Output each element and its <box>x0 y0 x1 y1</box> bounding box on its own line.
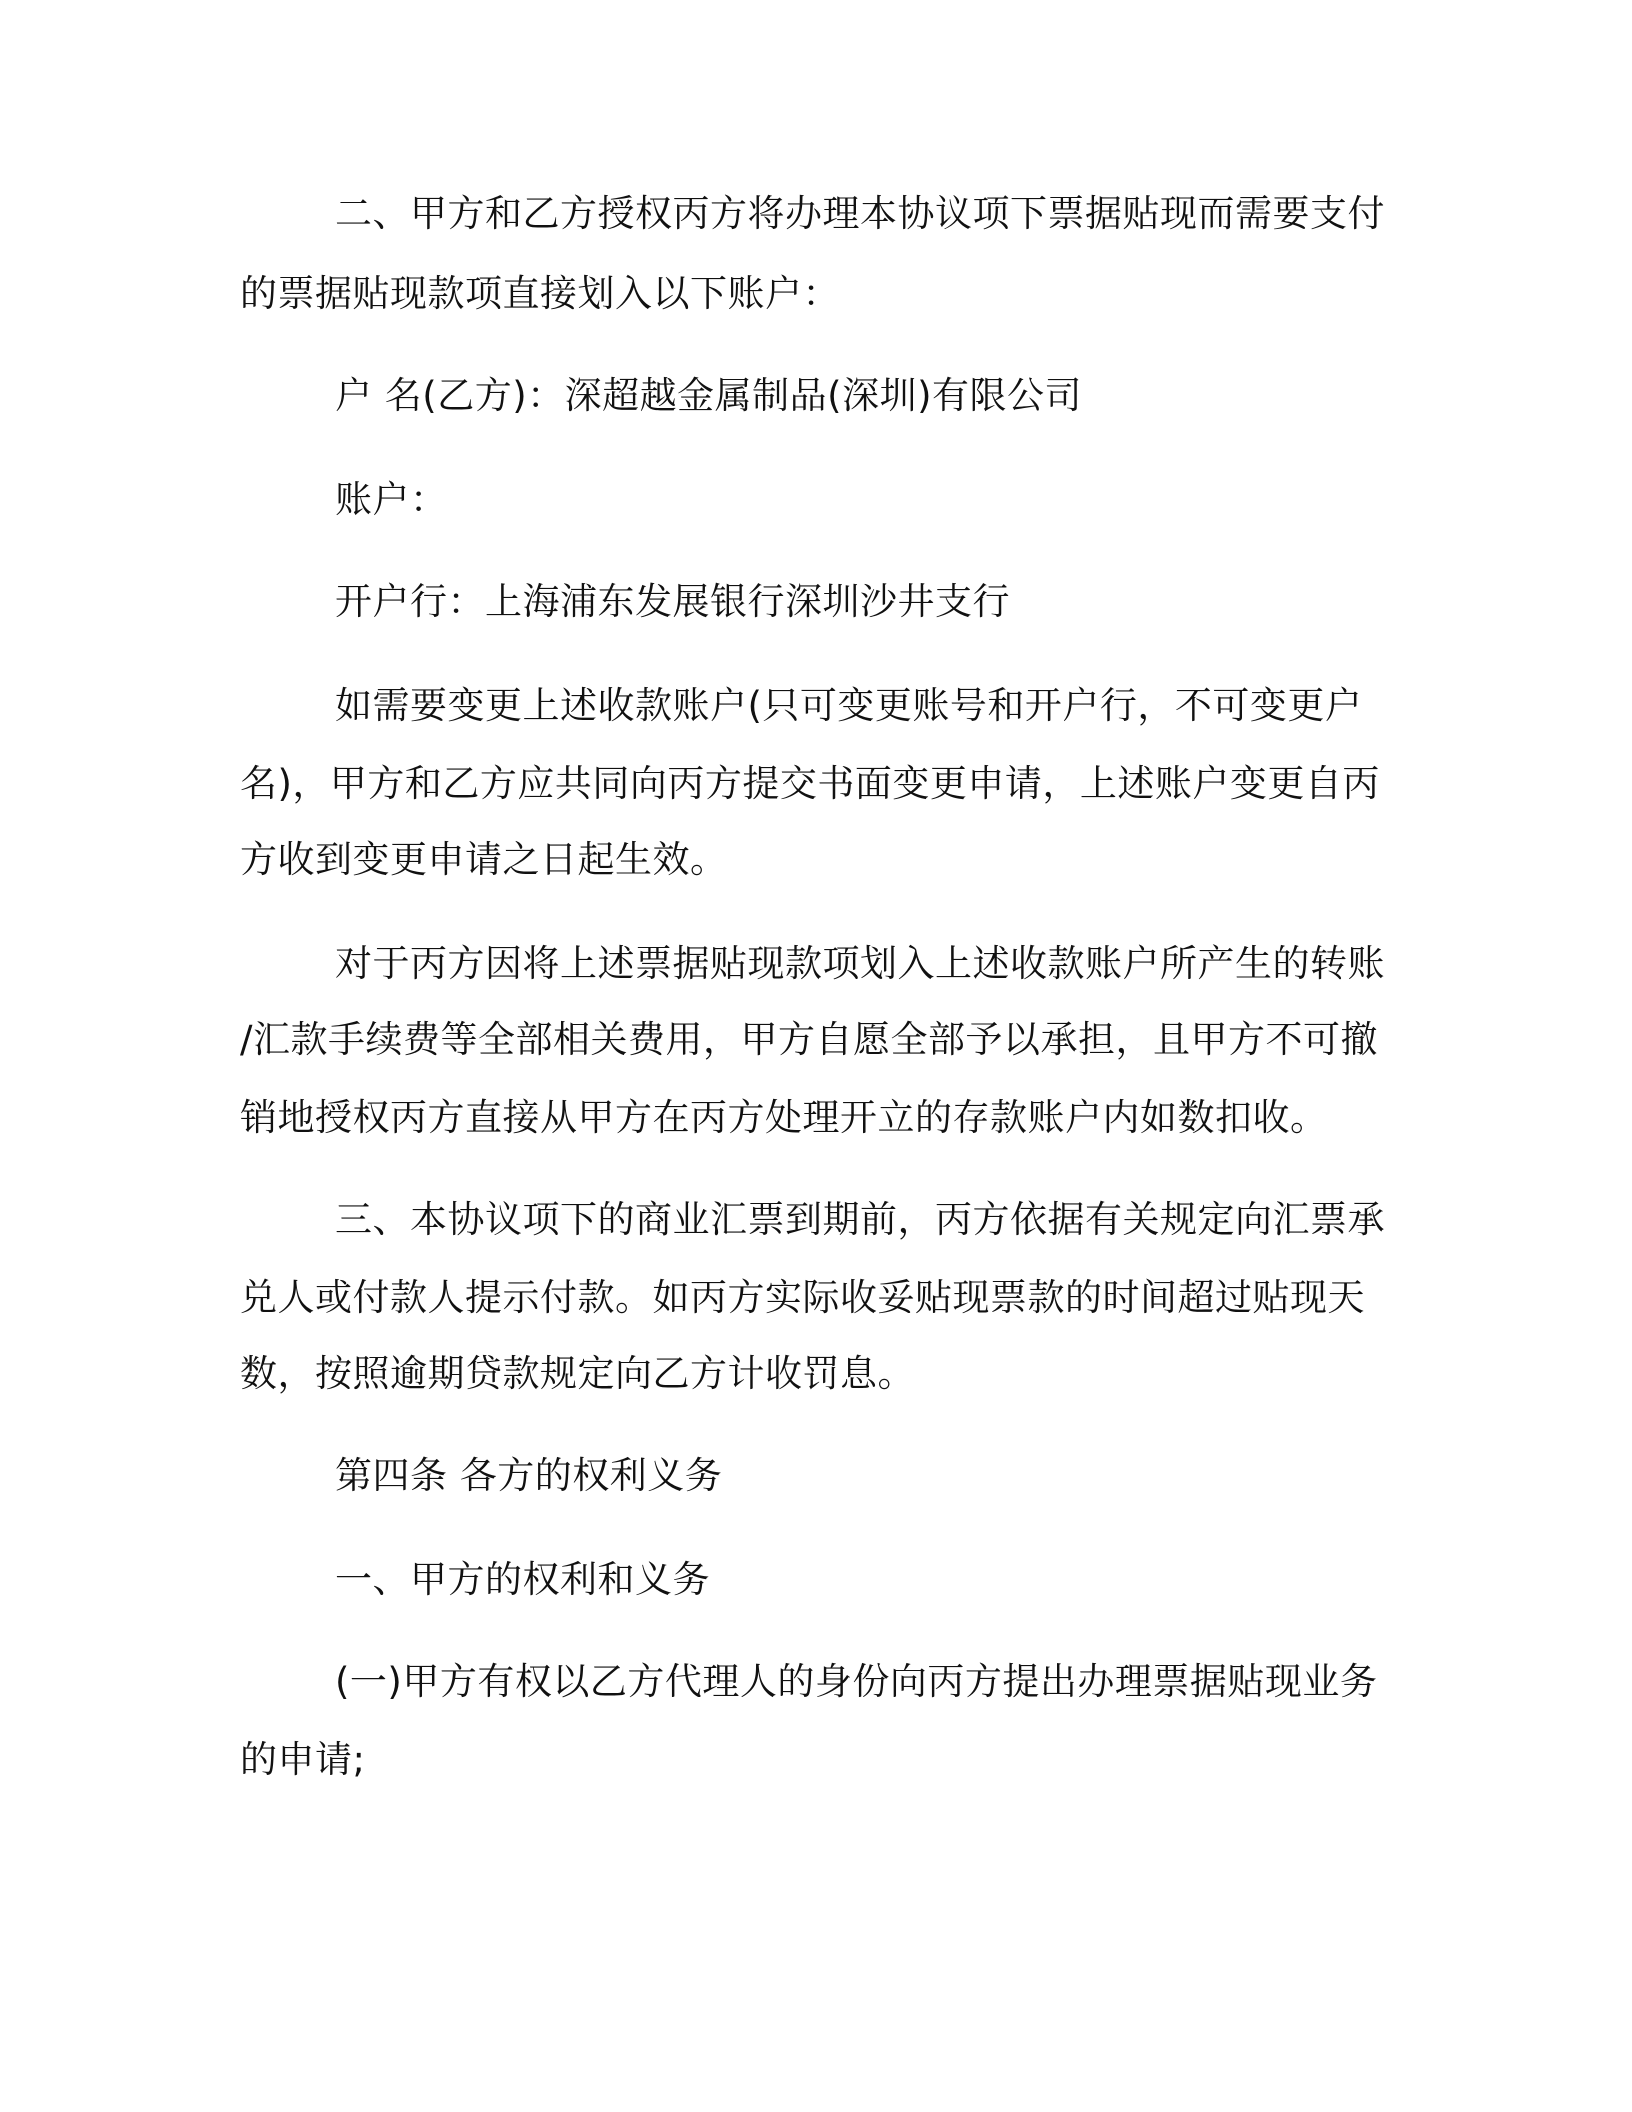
party-a-item-1-line-1: (一)甲方有权以乙方代理人的身份向丙方提出办理票据贴现业务 <box>335 1660 1378 1703</box>
change-account-line-1: 如需要变更上述收款账户(只可变更账号和开户行，不可变更户 <box>335 684 1363 727</box>
article-4-heading: 第四条 各方的权利义务 <box>335 1454 723 1497</box>
change-account-line-2: 名)，甲方和乙方应共同向丙方提交书面变更申请，上述账户变更自丙 <box>240 762 1380 805</box>
change-account-line-3: 方收到变更申请之日起生效。 <box>240 838 728 881</box>
clause-3-line-2: 兑人或付款人提示付款。如丙方实际收妥贴现票款的时间超过贴现天 <box>240 1276 1365 1319</box>
clause-2-line-1: 二、甲方和乙方授权丙方将办理本协议项下票据贴现而需要支付 <box>335 192 1385 235</box>
clause-2-line-2: 的票据贴现款项直接划入以下账户： <box>240 272 840 315</box>
party-a-item-1-line-2: 的申请; <box>240 1738 366 1781</box>
fees-line-2: /汇款手续费等全部相关费用，甲方自愿全部予以承担，且甲方不可撤 <box>240 1018 1378 1061</box>
account-number-line: 账户： <box>335 478 448 521</box>
account-name-line: 户 名(乙方)：深超越金属制品(深圳)有限公司 <box>335 374 1083 417</box>
clause-3-line-1: 三、本协议项下的商业汇票到期前，丙方依据有关规定向汇票承 <box>335 1198 1385 1241</box>
party-a-heading: 一、甲方的权利和义务 <box>335 1558 710 1601</box>
fees-line-3: 销地授权丙方直接从甲方在丙方处理开立的存款账户内如数扣收。 <box>240 1096 1328 1139</box>
fees-line-1: 对于丙方因将上述票据贴现款项划入上述收款账户所产生的转账 <box>335 942 1385 985</box>
clause-3-line-3: 数，按照逾期贷款规定向乙方计收罚息。 <box>240 1352 915 1395</box>
bank-line: 开户行：上海浦东发展银行深圳沙井支行 <box>335 580 1010 623</box>
